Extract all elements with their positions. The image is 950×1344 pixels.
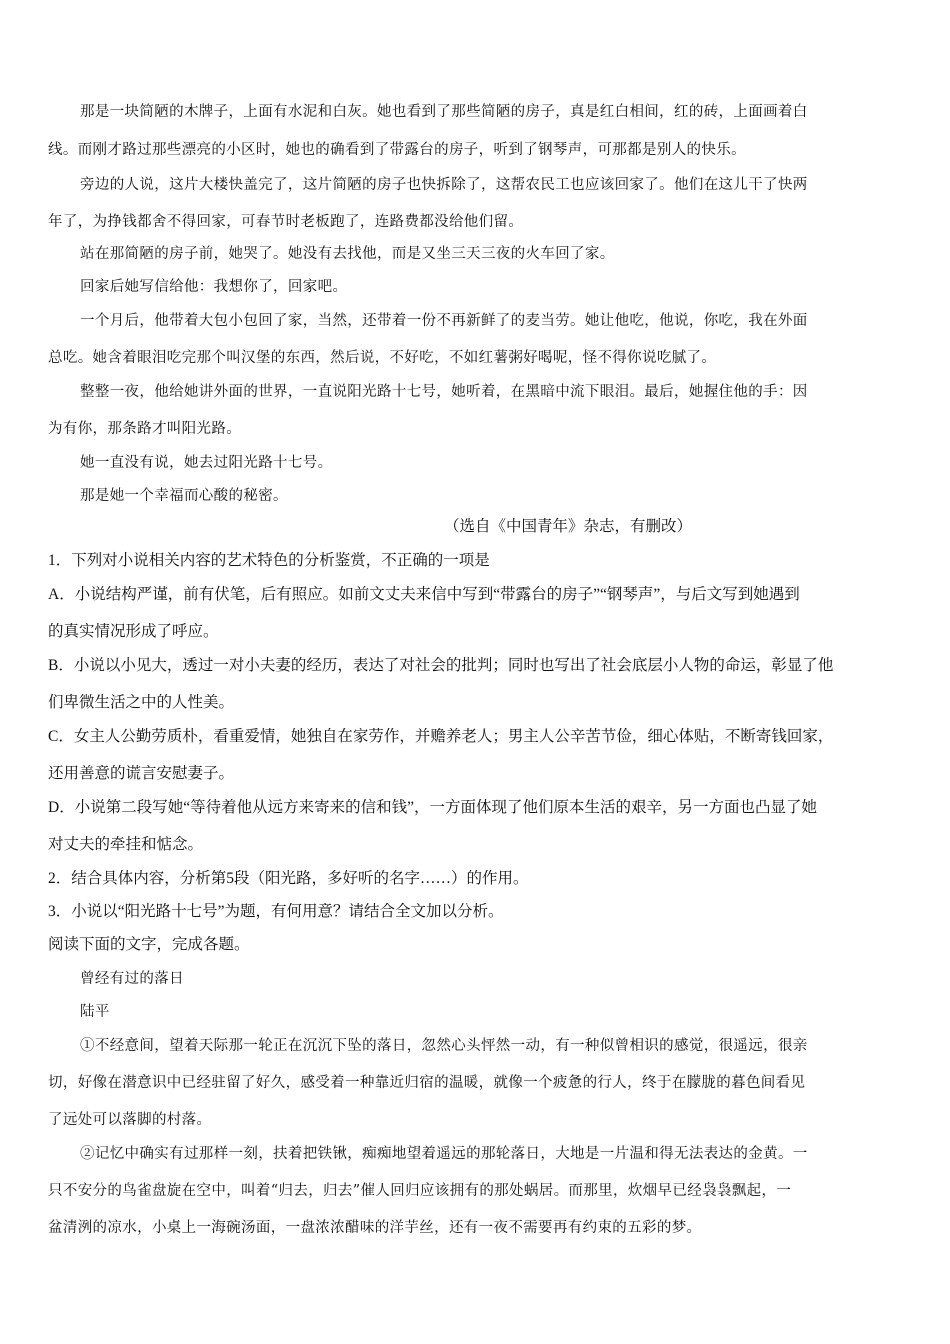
story-paragraph-4: 回家后她写信给他：我想你了，回家吧。: [80, 279, 348, 295]
source-note: （选自《中国青年》杂志，有删改）: [444, 518, 693, 535]
option-c-line-2: 还用善意的谎言安慰妻子。: [48, 765, 235, 782]
option-d-line-2: 对丈夫的牵挂和惦念。: [48, 836, 204, 853]
article-section-1-line-3: 了远处可以落脚的村落。: [48, 1112, 212, 1128]
option-a-line-2: 的真实情况形成了呼应。: [48, 623, 219, 640]
option-d-line-1: D．小说第二段写她“等待着他从远方来寄来的信和钱”，一方面体现了他们原本生活的艰辛，另一方面也凸显了她: [48, 799, 817, 816]
story-paragraph-2-line-2: 年了，为挣钱都舍不得回家，可春节时老板跑了，连路费都没给他们留。: [48, 214, 524, 230]
question-3: 3．小说以“阳光路十七号”为题，有何用意？请结合全文加以分析。: [48, 903, 504, 920]
article-section-2-line-3: 盆清洌的凉水，小桌上一海碗汤面，一盘浓浓醋味的洋芋丝，还有一夜不需要再有约束的五彩的梦。: [48, 1220, 702, 1236]
article-section-1-line-1: ①不经意间，望着天际那一轮正在沉沉下坠的落日，忽然心头怦然一动，有一种似曾相识的感觉，很遥远，很亲: [80, 1038, 808, 1054]
reading-intro: 阅读下面的文字，完成各题。: [48, 936, 250, 953]
option-b-line-1: B．小说以小见大，透过一对小夫妻的经历，表达了对社会的批判；同时也写出了社会底层小人物的命运，彰显了他: [48, 657, 834, 674]
story-paragraph-6-line-1: 整整一夜，他给她讲外面的世界，一直说阳光路十七号，她听着，在黑暗中流下眼泪。最后，她握住他的手：因: [80, 384, 808, 400]
option-b-line-2: 们卑微生活之中的人性美。: [48, 694, 235, 711]
article-title: 曾经有过的落日: [80, 971, 184, 987]
article-section-2-line-2: 只不安分的鸟雀盘旋在空中，叫着“归去，归去”催人回归应该拥有的那处蜗居。而那里，炊烟早已经袅袅飘起，一: [48, 1183, 792, 1199]
story-paragraph-5-line-2: 总吃。她含着眼泪吃完那个叫汉堡的东西，然后说，不好吃，不如红薯粥好喝呢，怪不得你说吃腻了。: [48, 350, 717, 366]
question-1: 1．下列对小说相关内容的艺术特色的分析鉴赏，不正确的一项是: [48, 552, 490, 569]
story-paragraph-8: 那是她一个幸福而心酸的秘密。: [80, 488, 288, 504]
question-2: 2．结合具体内容，分析第5段（阳光路，多好听的名字……）的作用。: [48, 870, 529, 887]
story-paragraph-1-line-2: 线。而刚才路过那些漂亮的小区时，她也的确看到了带露台的房子，听到了钢琴声，可那都是别人的快乐。: [48, 142, 746, 158]
story-paragraph-3: 站在那简陋的房子前，她哭了。她没有去找他，而是又坐三天三夜的火车回了家。: [80, 246, 615, 262]
article-author: 陆平: [80, 1004, 110, 1020]
story-paragraph-2-line-1: 旁边的人说，这片大楼快盖完了，这片简陋的房子也快拆除了，这帮农民工也应该回家了。他们在这儿干了快两: [80, 177, 808, 193]
option-a-line-1: A．小说结构严谨，前有伏笔，后有照应。如前文丈夫来信中写到“带露台的房子”“钢琴声”，与后文写到她遇到: [48, 586, 800, 603]
story-paragraph-6-line-2: 为有你，那条路才叫阳光路。: [48, 421, 242, 437]
story-paragraph-7: 她一直没有说，她去过阳光路十七号。: [80, 455, 333, 471]
story-paragraph-5-line-1: 一个月后，他带着大包小包回了家，当然，还带着一份不再新鲜了的麦当劳。她让他吃，他说，你吃，我在外面: [80, 313, 808, 329]
story-paragraph-1-line-1: 那是一块简陋的木牌子，上面有水泥和白灰。她也看到了那些简陋的房子，真是红白相间，红的砖，上面画着白: [80, 104, 808, 120]
article-section-2-line-1: ②记忆中确实有过那样一刻，扶着把铁锹，痴痴地望着遥远的那轮落日，大地是一片温和得无法表达的金黄。一: [80, 1146, 808, 1162]
option-c-line-1: C．女主人公勤劳质朴，看重爱情，她独自在家劳作，并赡养老人；男主人公辛苦节俭，细心体贴，不断寄钱回家，: [48, 728, 834, 745]
article-section-1-line-2: 切，好像在潜意识中已经驻留了好久，感受着一种靠近归宿的温暖，就像一个疲惫的行人，终于在朦胧的暮色间看见: [48, 1075, 806, 1091]
